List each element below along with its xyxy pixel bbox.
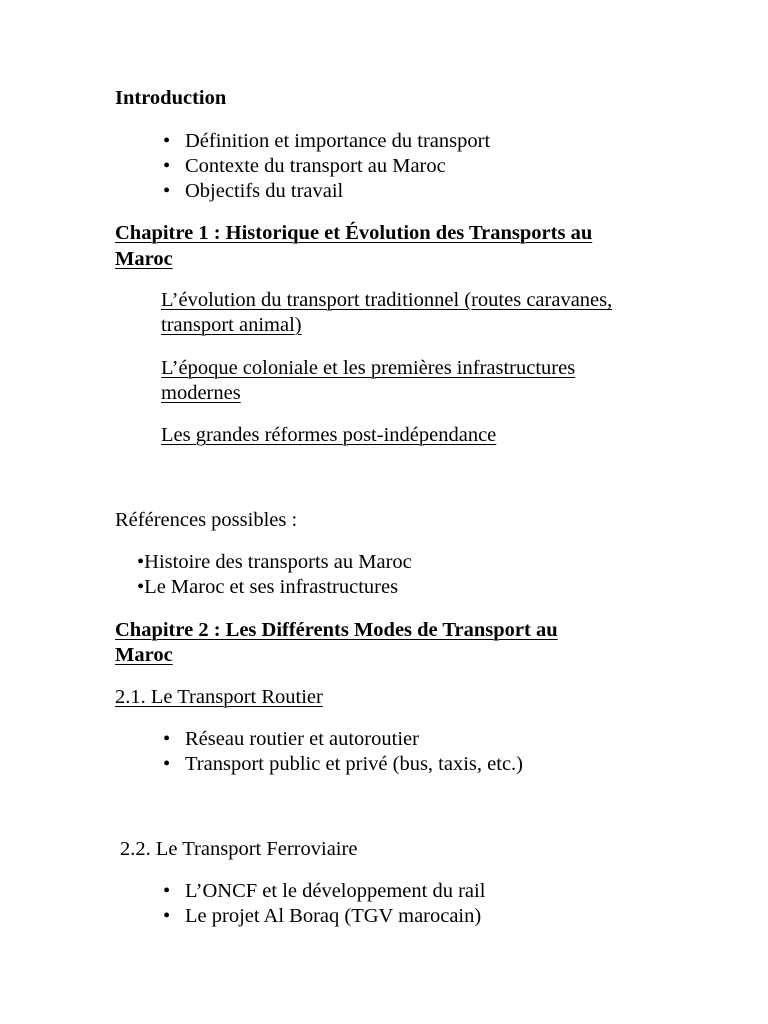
bullet-icon: • [163,180,171,202]
chapter1-title-line1: Chapitre 1 : Historique et Évolution des Transports au [115,222,593,244]
rail-transport-heading: 2.2. Le Transport Ferroviaire [120,838,358,860]
chapter1-section1-line1: L’évolution du transport traditionnel (routes caravanes, [161,289,613,311]
road-transport-heading: 2.1. Le Transport Routier [115,686,323,708]
reference-item: •Le Maroc et ses infrastructures [137,576,399,598]
intro-heading: Introduction [115,87,227,109]
bullet-icon: • [163,728,171,750]
chapter2-title-line2: Maroc [115,644,173,666]
bullet-icon: • [163,130,171,152]
chapter1-section2-line1: L’époque coloniale et les premières infrastructures [161,357,576,379]
bullet-icon: • [163,880,171,902]
chapter1-title-line2: Maroc [115,248,173,270]
chapter1-section1-line2: transport animal) [161,314,302,336]
bullet-icon: • [163,753,171,775]
chapter2-title-line1: Chapitre 2 : Les Différents Modes de Transport au [115,619,558,641]
chapter1-section3: Les grandes réformes post-indépendance [161,424,497,446]
chapter1-section2-line2: modernes [161,382,241,404]
document-page: Introduction • Définition et importance du transport • Contexte du transport au Maroc • Objectifs du travail Chapitre 1 : Historique et Évolution des Transports au Maroc L’évolution du transport traditionnel (routes caravanes, transport animal) L’époque coloniale et les premières infrastructures modernes Les grandes réformes post-indépendance Références possibles : •Histoire des transports au Maroc •Le Maroc et ses infrastructures Chapitre 2 : Les Différents Modes de Transport au Maroc 2.1. Le Transport Routier • Réseau routier et autoroutier • Transport public et privé (bus, taxis, etc.) 2.2. Le Transport Ferroviaire • L’ONCF et le développement du rail • Le projet Al Boraq (TGV marocain) [115,87,613,927]
references-heading: Références possibles : [115,509,298,531]
reference-item: •Histoire des transports au Maroc [137,551,412,573]
bullet-icon: • [163,905,171,927]
bullet-icon: • [163,155,171,177]
